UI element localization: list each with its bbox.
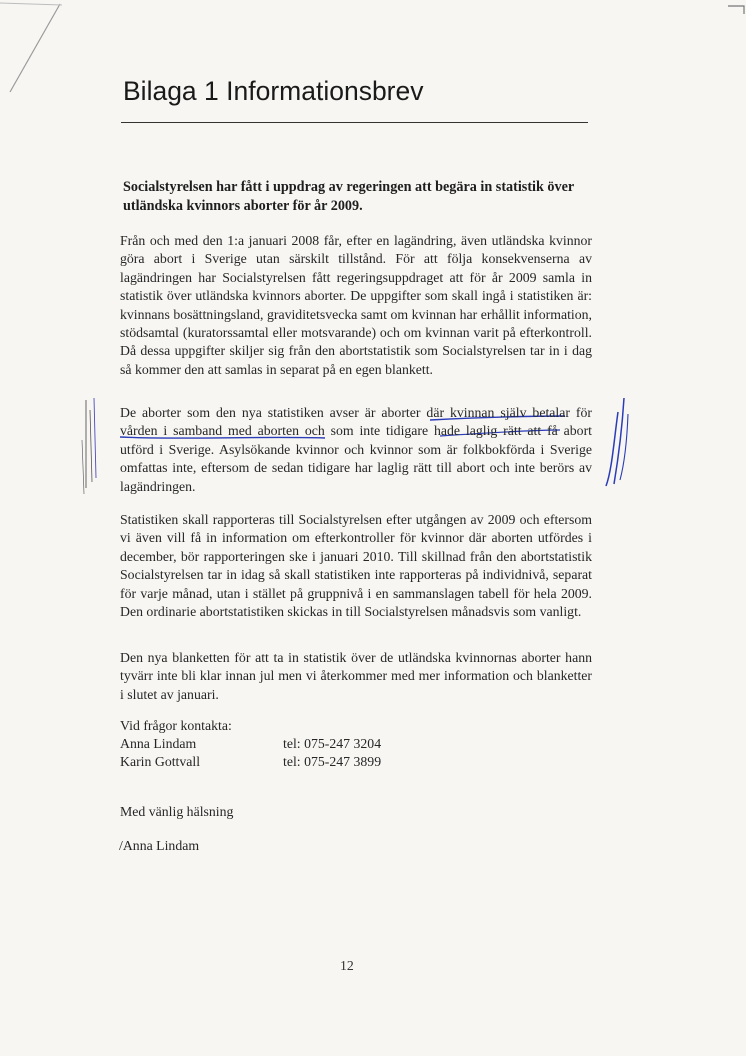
intro-statement: Socialstyrelsen har fått i uppdrag av regeringen att begära in statistik över utländska kvinnors aborter för år 2009. [123,179,574,214]
contact-label: Vid frågor kontakta: [120,718,232,733]
signature: /Anna Lindam [119,838,200,853]
paragraph-scope: De aborter som den nya statistiken avser är aborter där kvinnan själv betalar för vården i samband med aborten och som inte tidigare hade laglig rätt att få abort utförd i Sverige. Asylsökande kvinnor och kvinnor som är folkbokförda i Sverige omfattas inte, eftersom de sedan tidigare har laglig rätt till abort och inte berörs av lagändringen. [120,405,592,494]
paragraph-background: Från och med den 1:a januari 2008 får, efter en lagändring, även utländska kvinnor göra abort i Sverige utan särskilt tillstånd. För att följa konsekvenserna av lagändringen har Socialstyrelsen fått regeringsuppdraget att för år 2009 samla in statistik över utländska kvinnors aborter. De uppgifter som skall ingå i statistiken är: kvinnans bosättningsland, graviditetsvecka samt om kvinnan har erhållit information, stödsamtal (kuratorssamtal eller motsvarande) och om kvinnan varit på efterkontroll. Då dessa uppgifter skiljer sig från den abortstatistik som Socialstyrelsen tar in i dag så kommer den att samlas in separat på en egen blankett. [120,233,592,377]
contact-row [120,735,381,753]
contact-block [120,717,381,772]
heading-rule [121,122,588,123]
paragraph-reporting: Statistiken skall rapporteras till Socialstyrelsen efter utgången av 2009 och eftersom vi även vill få in information om efterkontroller för kvinnor där aborten utfördes i december, bör rapporteringen ske i januari 2010. Till skillnad från den abortstatistik Socialstyrelsen tar in idag så skall statistiken inte rapporteras på individnivå, separat för varje månad, utan i stället på gruppnivå i en sammanslagen tabell för hela 2009. Den ordinarie abortstatistiken skickas in till Socialstyrelsen månadsvis som vanligt. [120,512,592,620]
contact-row [120,753,381,771]
paragraph-form-delay: Den nya blanketten för att ta in statistik över de utländska kvinnornas aborter hann tyvärr inte bli klar innan jul men vi återkommer med mer information och blanketter i slutet av januari. [120,650,592,702]
closing-greeting: Med vänlig hälsning [120,804,234,819]
page-heading: Bilaga 1 Informationsbrev [123,76,424,106]
contact-phone: tel: 075-247 3204 [283,736,382,752]
contact-name: Karin Gottvall [120,754,201,770]
contact-phone: tel: 075-247 3899 [283,754,382,770]
page-number: 12 [340,958,354,973]
contact-name: Anna Lindam [120,736,197,752]
